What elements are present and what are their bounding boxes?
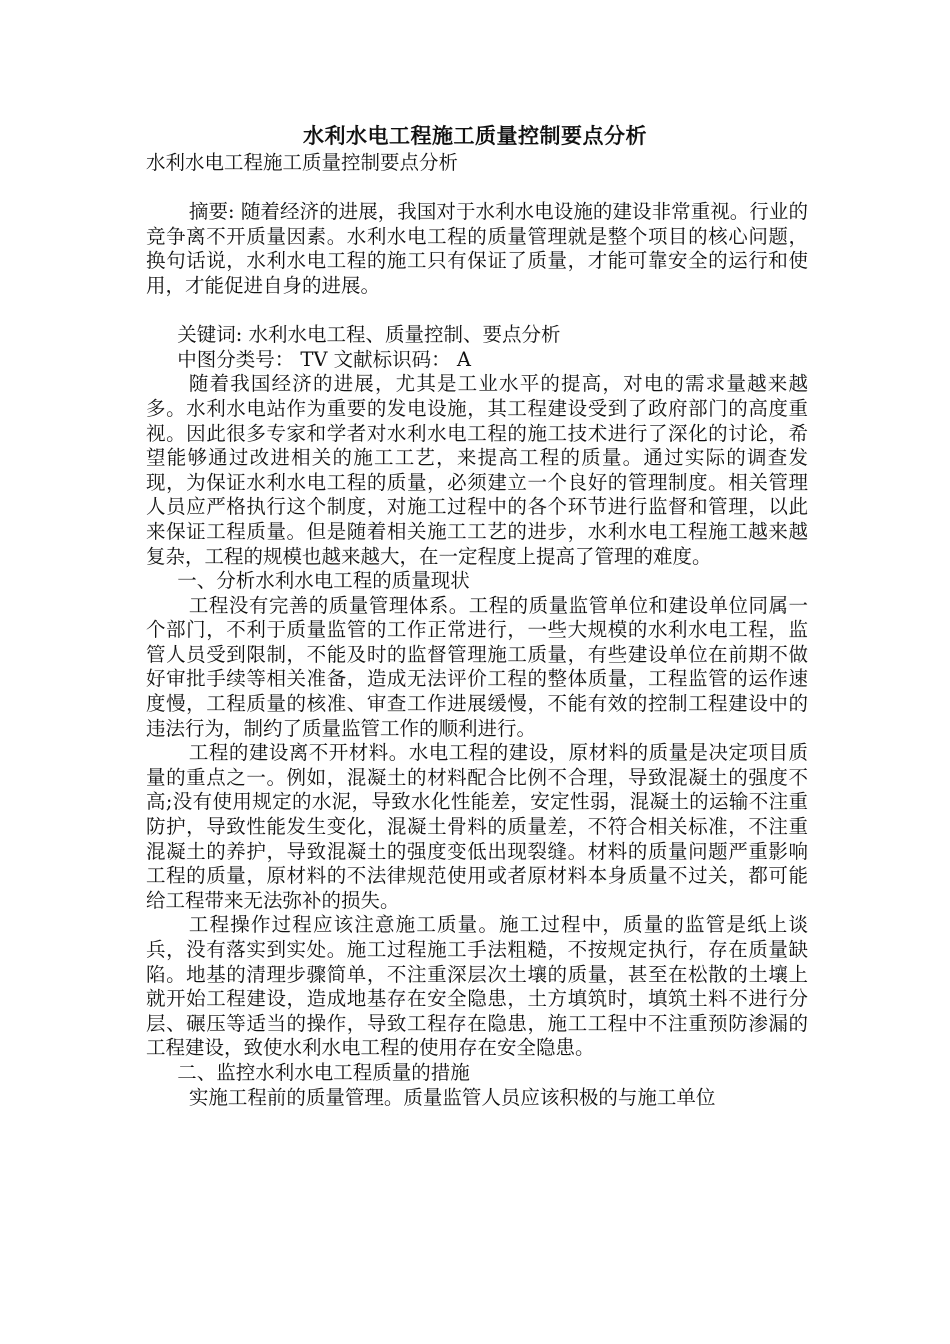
section-heading-2: 二、监控水利水电工程质量的措施 [177, 1060, 470, 1084]
section1-paragraph-3: 工程操作过程应该注意施工质量。施工过程中，质量的监管是纸上谈兵，没有落实到实处。施工过程施工手法粗糙，不按规定执行，存在质量缺陷。地基的清理步骤简单，不注重深层次土壤的质量，甚至在松散的土壤上就开始工程建设，造成地基存在安全隐患，土方填筑时，填筑土料不进行分层、碾压等适当的操作，导致工程存在隐患，施工工程中不注重预防渗漏的工程建设，致使水利水电工程的使用存在安全隐患。 [146, 913, 808, 1060]
document-title: 水利水电工程施工质量控制要点分析 [303, 124, 647, 148]
intro-paragraph: 随着我国经济的进展，尤其是工业水平的提高，对电的需求量越来越多。水利水电站作为重要的发电设施，其工程建设受到了政府部门的高度重视。因此很多专家和学者对水利水电工程的施工技术进行了深化的讨论，希望能够通过改进相关的施工工艺，来提高工程的质量。通过实际的调查发现，为保证水利水电工程的质量，必须建立一个良好的管理制度。相关管理人员应严格执行这个制度，对施工过程中的各个环节进行监督和管理，以此来保证工程质量。但是随着相关施工工艺的进步，水利水电工程施工越来越复杂，工程的规模也越来越大，在一定程度上提高了管理的难度。 [146, 372, 808, 568]
document-subtitle: 水利水电工程施工质量控制要点分析 [146, 151, 459, 174]
keywords-line: 关键词: 水利水电工程、质量控制、要点分析 [177, 323, 561, 347]
section1-paragraph-2: 工程的建设离不开材料。水电工程的建设，原材料的质量是决定项目质量的重点之一。例如，混凝土的材料配合比例不合理，导致混凝土的强度不高;没有使用规定的水泥，导致水化性能差，安定性弱，混凝土的运输不注重防护，导致性能发生变化，混凝土骨料的质量差，不符合相关标准，不注重混凝土的养护，导致混凝土的强度变低出现裂缝。材料的质量问题严重影响工程的质量，原材料的不法律规范使用或者原材料本身质量不过关，都可能给工程带来无法弥补的损失。 [146, 741, 808, 912]
section2-paragraph-1: 实施工程前的质量管理。质量监管人员应该积极的与施工单位 [188, 1085, 716, 1109]
document-body [146, 151, 808, 1110]
classification-line: 中图分类号： TV 文献标识码： A [177, 347, 471, 371]
section-heading-1: 一、分析水利水电工程的质量现状 [177, 569, 470, 593]
section1-paragraph-1: 工程没有完善的质量管理体系。工程的质量监管单位和建设单位同属一个部门，不利于质量监管的工作正常进行，一些大规模的水利水电工程，监管人员受到限制，不能及时的监督管理施工质量，有些建设单位在前期不做好审批手续等相关准备，造成无法评价工程的整体质量，工程监管的运作速度慢，工程质量的核准、审查工作进展缓慢，不能有效的控制工程建设中的违法行为，制约了质量监管工作的顺利进行。 [146, 593, 808, 740]
abstract-paragraph: 摘要: 随着经济的进展，我国对于水利水电设施的建设非常重视。行业的竞争离不开质量因素。水利水电工程的质量管理就是整个项目的核心问题，换句话说，水利水电工程的施工只有保证了质量，才能可靠安全的运行和使用，才能促进自身的进展。 [146, 200, 808, 297]
